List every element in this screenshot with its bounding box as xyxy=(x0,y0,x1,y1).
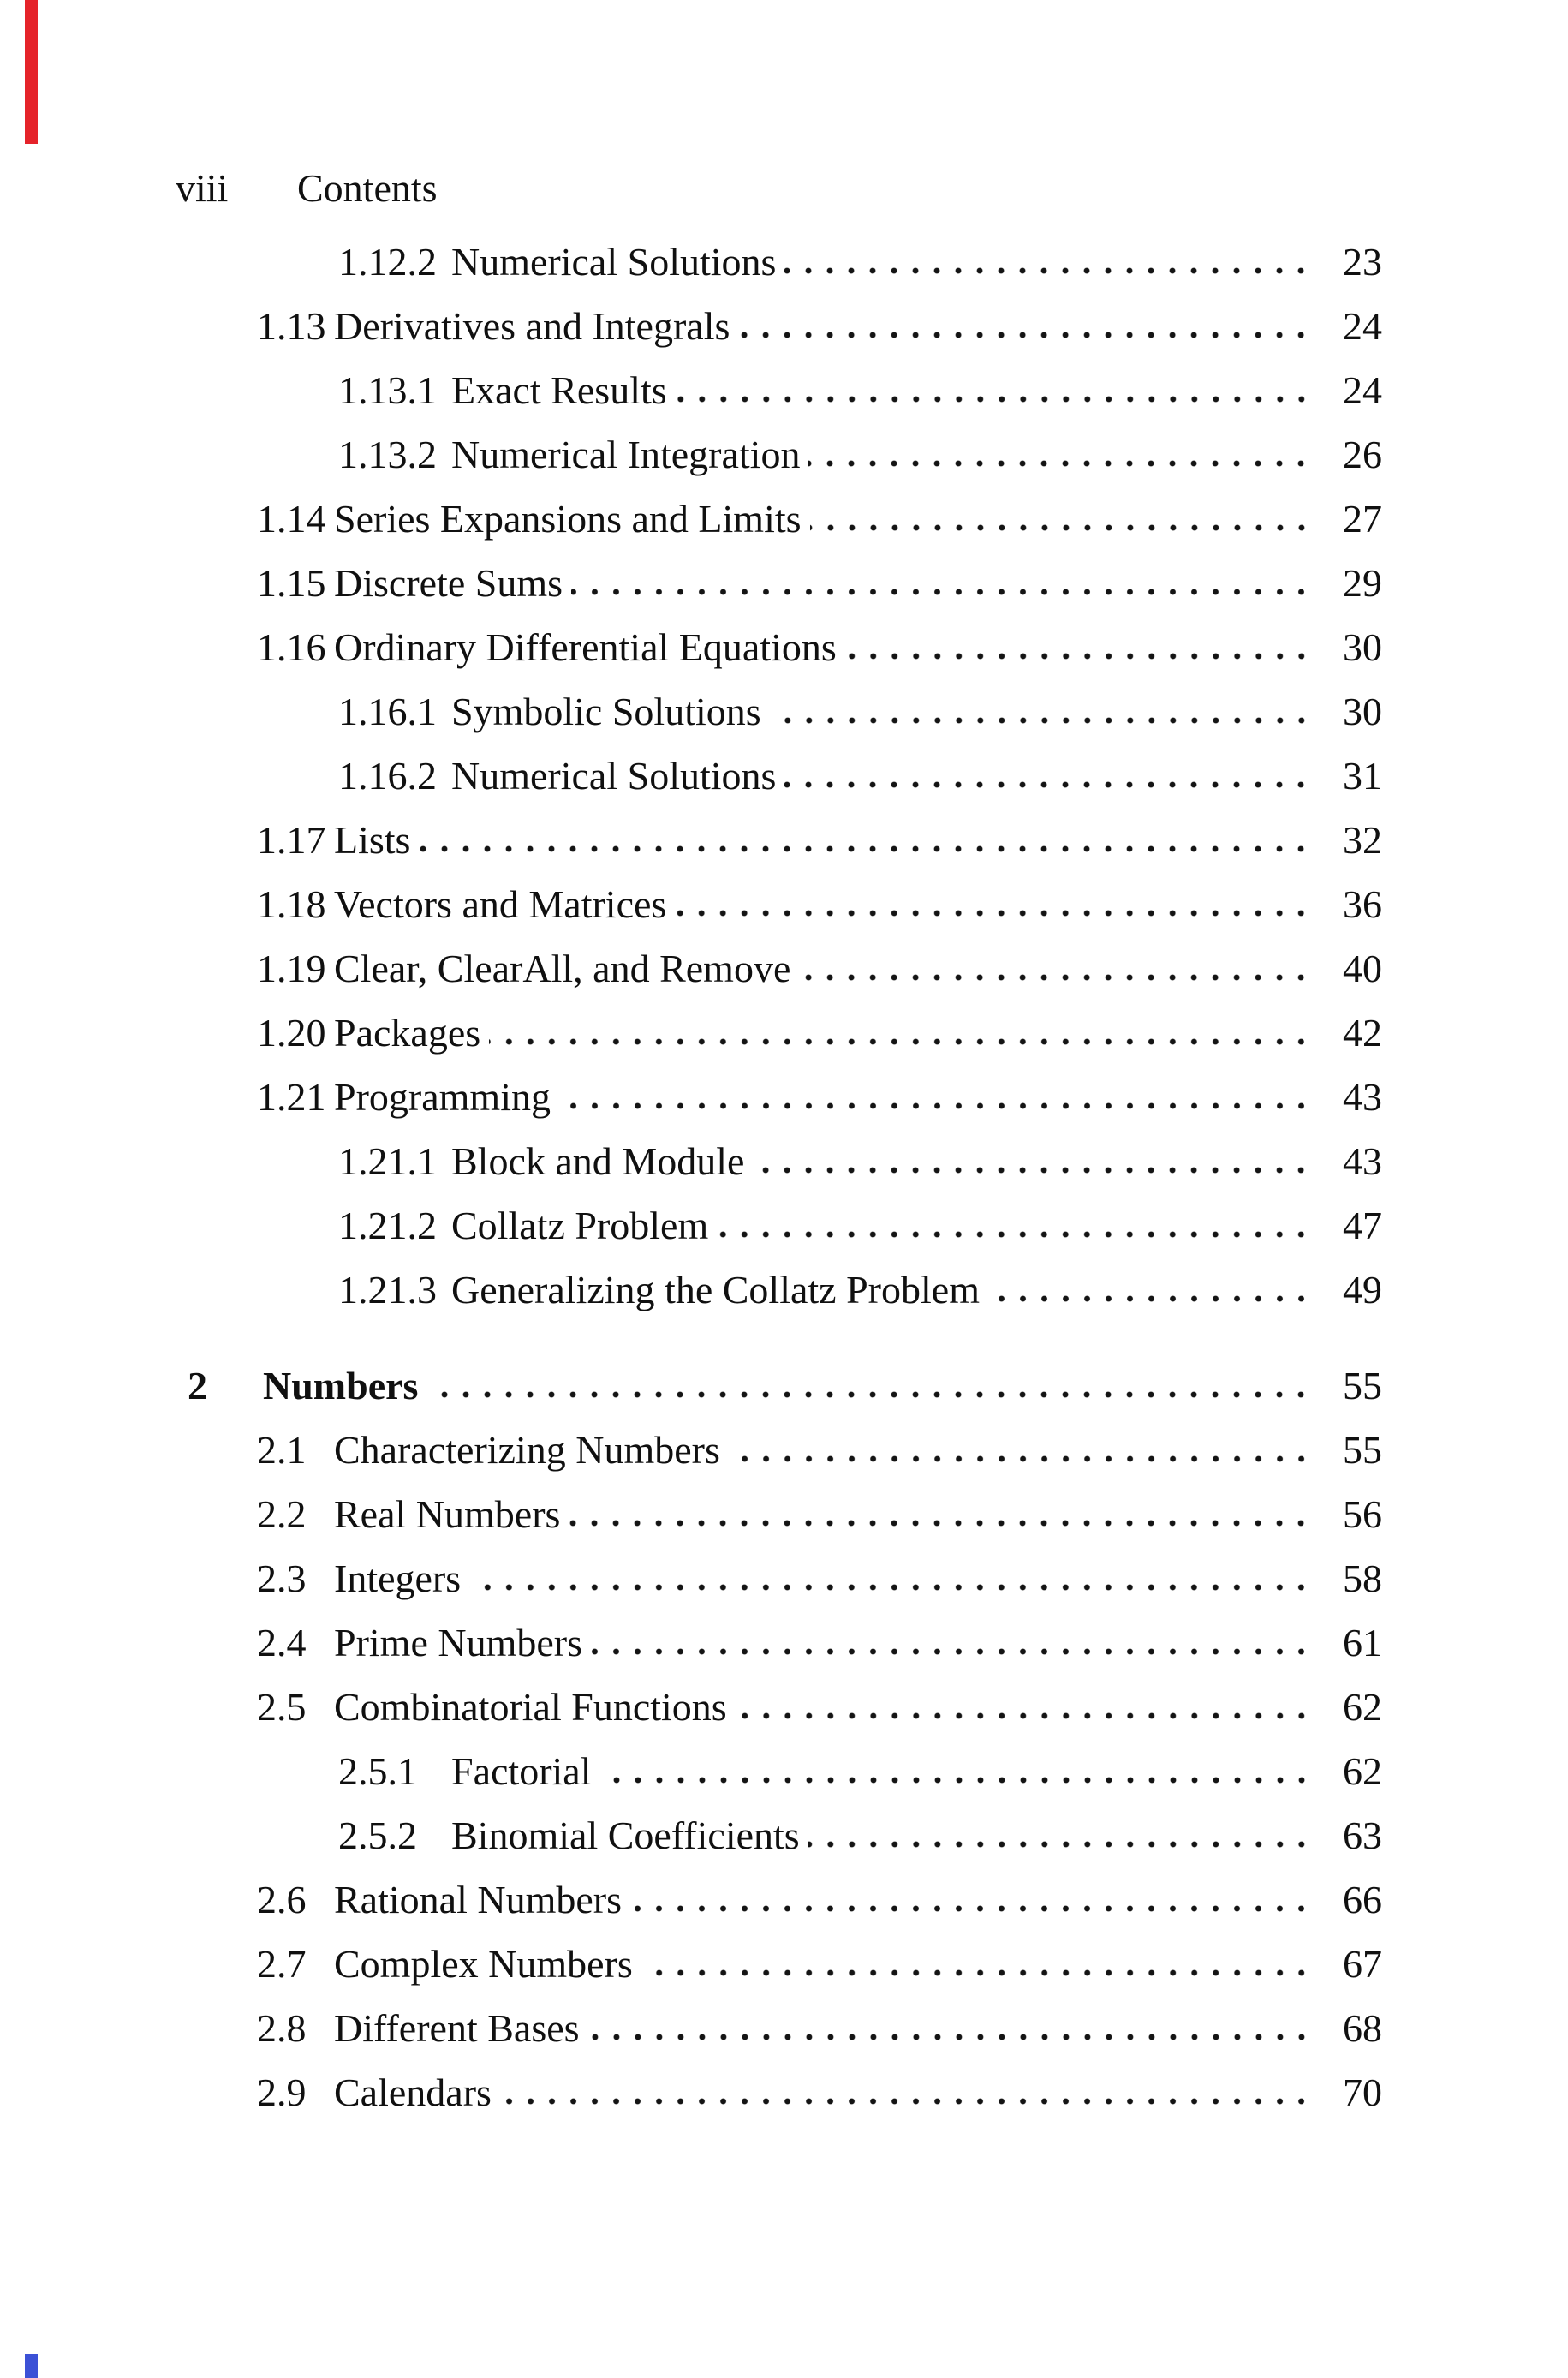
entry-number: 2.4 xyxy=(257,1621,307,1664)
toc-entry-2-8 xyxy=(188,1996,1382,2060)
dot-leader xyxy=(810,523,1312,532)
entry-page-number: 23 xyxy=(1343,240,1382,284)
entry-number: 1.20 xyxy=(257,1011,326,1055)
entry-page-number: 66 xyxy=(1343,1878,1382,1921)
entry-title: Numerical Integration xyxy=(451,433,801,476)
toc-list xyxy=(188,230,1382,2124)
entry-title: Rational Numbers xyxy=(334,1878,622,1921)
entry-number: 1.15 xyxy=(257,561,326,605)
entry-title: Programming xyxy=(334,1075,551,1119)
entry-page-number: 30 xyxy=(1343,690,1382,733)
dot-leader xyxy=(469,1583,1312,1592)
red-scan-tab xyxy=(25,0,38,144)
blue-scan-tab xyxy=(25,2354,38,2378)
toc-entry-2-6 xyxy=(188,1867,1382,1932)
entry-number: 1.21.3 xyxy=(338,1268,437,1311)
entry-page-number: 24 xyxy=(1343,368,1382,412)
entry-title: Clear, ClearAll, and Remove xyxy=(334,947,791,990)
entry-number: 1.17 xyxy=(257,818,326,862)
entry-number: 1.16.2 xyxy=(338,754,437,798)
entry-page-number: 32 xyxy=(1343,818,1382,862)
entry-title: Integers xyxy=(334,1556,462,1600)
entry-number: 1.21.1 xyxy=(338,1139,437,1183)
toc-entry-2-4 xyxy=(188,1610,1382,1675)
entry-title: Real Numbers xyxy=(334,1492,561,1536)
toc-entry-1-13 xyxy=(188,294,1382,358)
dot-leader xyxy=(426,1390,1312,1399)
entry-number: 1.16.1 xyxy=(338,690,437,733)
entry-page-number: 55 xyxy=(1343,1428,1382,1472)
entry-number: 2.5 xyxy=(257,1685,307,1729)
entry-page-number: 62 xyxy=(1343,1685,1382,1729)
entry-title: Ordinary Differential Equations xyxy=(334,625,837,669)
entry-title: Lists xyxy=(334,818,411,862)
entry-number: 1.13.2 xyxy=(338,433,437,476)
dot-leader xyxy=(729,1455,1312,1463)
entry-page-number: 70 xyxy=(1343,2070,1382,2114)
entry-number: 2.5.2 xyxy=(338,1813,417,1857)
dot-leader xyxy=(500,2097,1312,2106)
toc-entry-1-14 xyxy=(188,487,1382,551)
entry-number: 2.7 xyxy=(257,1942,307,1986)
dot-leader xyxy=(591,1647,1312,1656)
toc-entry-1-16 xyxy=(188,615,1382,679)
dot-leader xyxy=(808,1840,1312,1849)
entry-title: Derivatives and Integrals xyxy=(334,304,730,348)
toc-entry-2 xyxy=(188,1353,1382,1418)
entry-number: 1.18 xyxy=(257,882,326,926)
entry-title: Generalizing the Collatz Problem xyxy=(451,1268,980,1311)
entry-number: 2.1 xyxy=(257,1428,307,1472)
entry-title: Numerical Solutions xyxy=(451,240,777,284)
dot-leader xyxy=(753,1166,1312,1174)
dot-leader xyxy=(630,1904,1312,1913)
toc-entry-1-15 xyxy=(188,551,1382,615)
entry-page-number: 62 xyxy=(1343,1749,1382,1793)
entry-title: Discrete Sums xyxy=(334,561,563,605)
entry-title: Factorial xyxy=(451,1749,592,1793)
entry-page-number: 58 xyxy=(1343,1556,1382,1600)
entry-page-number: 27 xyxy=(1343,497,1382,541)
dot-leader xyxy=(808,459,1312,468)
dot-leader xyxy=(569,1519,1312,1527)
entry-title: Numbers xyxy=(263,1364,419,1407)
toc-entry-1-20 xyxy=(188,1001,1382,1065)
entry-number: 2.6 xyxy=(257,1878,307,1921)
toc-entry-2-9 xyxy=(188,2060,1382,2124)
toc-entry-2-5-1 xyxy=(188,1739,1382,1803)
entry-title: Complex Numbers xyxy=(334,1942,633,1986)
entry-number: 1.14 xyxy=(257,497,326,541)
entry-title: Combinatorial Functions xyxy=(334,1685,727,1729)
entry-title: Characterizing Numbers xyxy=(334,1428,720,1472)
dot-leader xyxy=(736,1712,1312,1720)
entry-title: Numerical Solutions xyxy=(451,754,777,798)
entry-page-number: 42 xyxy=(1343,1011,1382,1055)
toc-entry-1-13-2 xyxy=(188,422,1382,487)
entry-title: Packages xyxy=(334,1011,481,1055)
entry-page-number: 26 xyxy=(1343,433,1382,476)
entry-number: 2.9 xyxy=(257,2070,307,2114)
toc-entry-1-12-2 xyxy=(188,230,1382,294)
dot-leader xyxy=(845,652,1312,660)
toc-entry-2-1 xyxy=(188,1418,1382,1482)
entry-number: 2.2 xyxy=(257,1492,307,1536)
dot-leader xyxy=(641,1969,1312,1977)
toc-entry-1-16-2 xyxy=(188,744,1382,808)
entry-title: Series Expansions and Limits xyxy=(334,497,802,541)
entry-number: 1.13 xyxy=(257,304,326,348)
entry-page-number: 40 xyxy=(1343,947,1382,990)
toc-entry-1-16-1 xyxy=(188,679,1382,744)
entry-page-number: 49 xyxy=(1343,1268,1382,1311)
toc-entry-1-21-3 xyxy=(188,1258,1382,1322)
entry-title: Block and Module xyxy=(451,1139,745,1183)
entry-page-number: 67 xyxy=(1343,1942,1382,1986)
toc-entry-1-21-2 xyxy=(188,1193,1382,1258)
dot-leader xyxy=(770,716,1312,725)
dot-leader xyxy=(419,845,1312,853)
entry-page-number: 63 xyxy=(1343,1813,1382,1857)
entry-title: Different Bases xyxy=(334,2006,580,2050)
dot-leader xyxy=(738,331,1312,339)
entry-title: Calendars xyxy=(334,2070,492,2114)
toc-entry-2-7 xyxy=(188,1932,1382,1996)
toc-entry-1-17 xyxy=(188,808,1382,872)
entry-page-number: 56 xyxy=(1343,1492,1382,1536)
dot-leader xyxy=(600,1776,1313,1784)
toc-entry-1-21-1 xyxy=(188,1129,1382,1193)
entry-title: Collatz Problem xyxy=(451,1204,709,1247)
entry-page-number: 31 xyxy=(1343,754,1382,798)
dot-leader xyxy=(988,1294,1312,1303)
toc-entry-2-3 xyxy=(188,1546,1382,1610)
entry-page-number: 30 xyxy=(1343,625,1382,669)
entry-number: 2.5.1 xyxy=(338,1749,417,1793)
entry-number: 1.21.2 xyxy=(338,1204,437,1247)
dot-leader xyxy=(799,973,1312,982)
entry-number: 1.19 xyxy=(257,947,326,990)
entry-number: 2 xyxy=(188,1364,207,1407)
dot-leader xyxy=(559,1102,1312,1110)
toc-entry-1-19 xyxy=(188,936,1382,1001)
running-header-title: Contents xyxy=(297,166,438,210)
entry-page-number: 68 xyxy=(1343,2006,1382,2050)
entry-page-number: 29 xyxy=(1343,561,1382,605)
entry-number: 1.21 xyxy=(257,1075,326,1119)
toc-entry-1-18 xyxy=(188,872,1382,936)
toc-entry-1-21 xyxy=(188,1065,1382,1129)
entry-page-number: 43 xyxy=(1343,1075,1382,1119)
dot-leader xyxy=(588,2033,1312,2041)
entry-number: 1.16 xyxy=(257,625,326,669)
dot-leader xyxy=(489,1037,1312,1046)
toc-entry-2-5 xyxy=(188,1675,1382,1739)
entry-number: 2.8 xyxy=(257,2006,307,2050)
toc-entry-2-2 xyxy=(188,1482,1382,1546)
entry-page-number: 61 xyxy=(1343,1621,1382,1664)
entry-number: 1.13.1 xyxy=(338,368,437,412)
entry-title: Prime Numbers xyxy=(334,1621,583,1664)
entry-title: Symbolic Solutions xyxy=(451,690,761,733)
toc-entry-1-13-1 xyxy=(188,358,1382,422)
dot-leader xyxy=(784,780,1312,789)
dot-leader xyxy=(571,588,1312,596)
dot-leader xyxy=(675,909,1312,917)
dot-leader xyxy=(784,266,1312,275)
dot-leader xyxy=(676,395,1312,403)
entry-number: 1.12.2 xyxy=(338,240,437,284)
entry-page-number: 24 xyxy=(1343,304,1382,348)
entry-page-number: 55 xyxy=(1343,1364,1382,1407)
entry-title: Vectors and Matrices xyxy=(334,882,667,926)
entry-page-number: 43 xyxy=(1343,1139,1382,1183)
entry-page-number: 36 xyxy=(1343,882,1382,926)
entry-title: Exact Results xyxy=(451,368,667,412)
toc-entry-2-5-2 xyxy=(188,1803,1382,1867)
entry-title: Binomial Coefficients xyxy=(451,1813,800,1857)
page-folio: viii xyxy=(176,166,229,210)
entry-number: 2.3 xyxy=(257,1556,307,1600)
entry-page-number: 47 xyxy=(1343,1204,1382,1247)
dot-leader xyxy=(717,1230,1312,1239)
